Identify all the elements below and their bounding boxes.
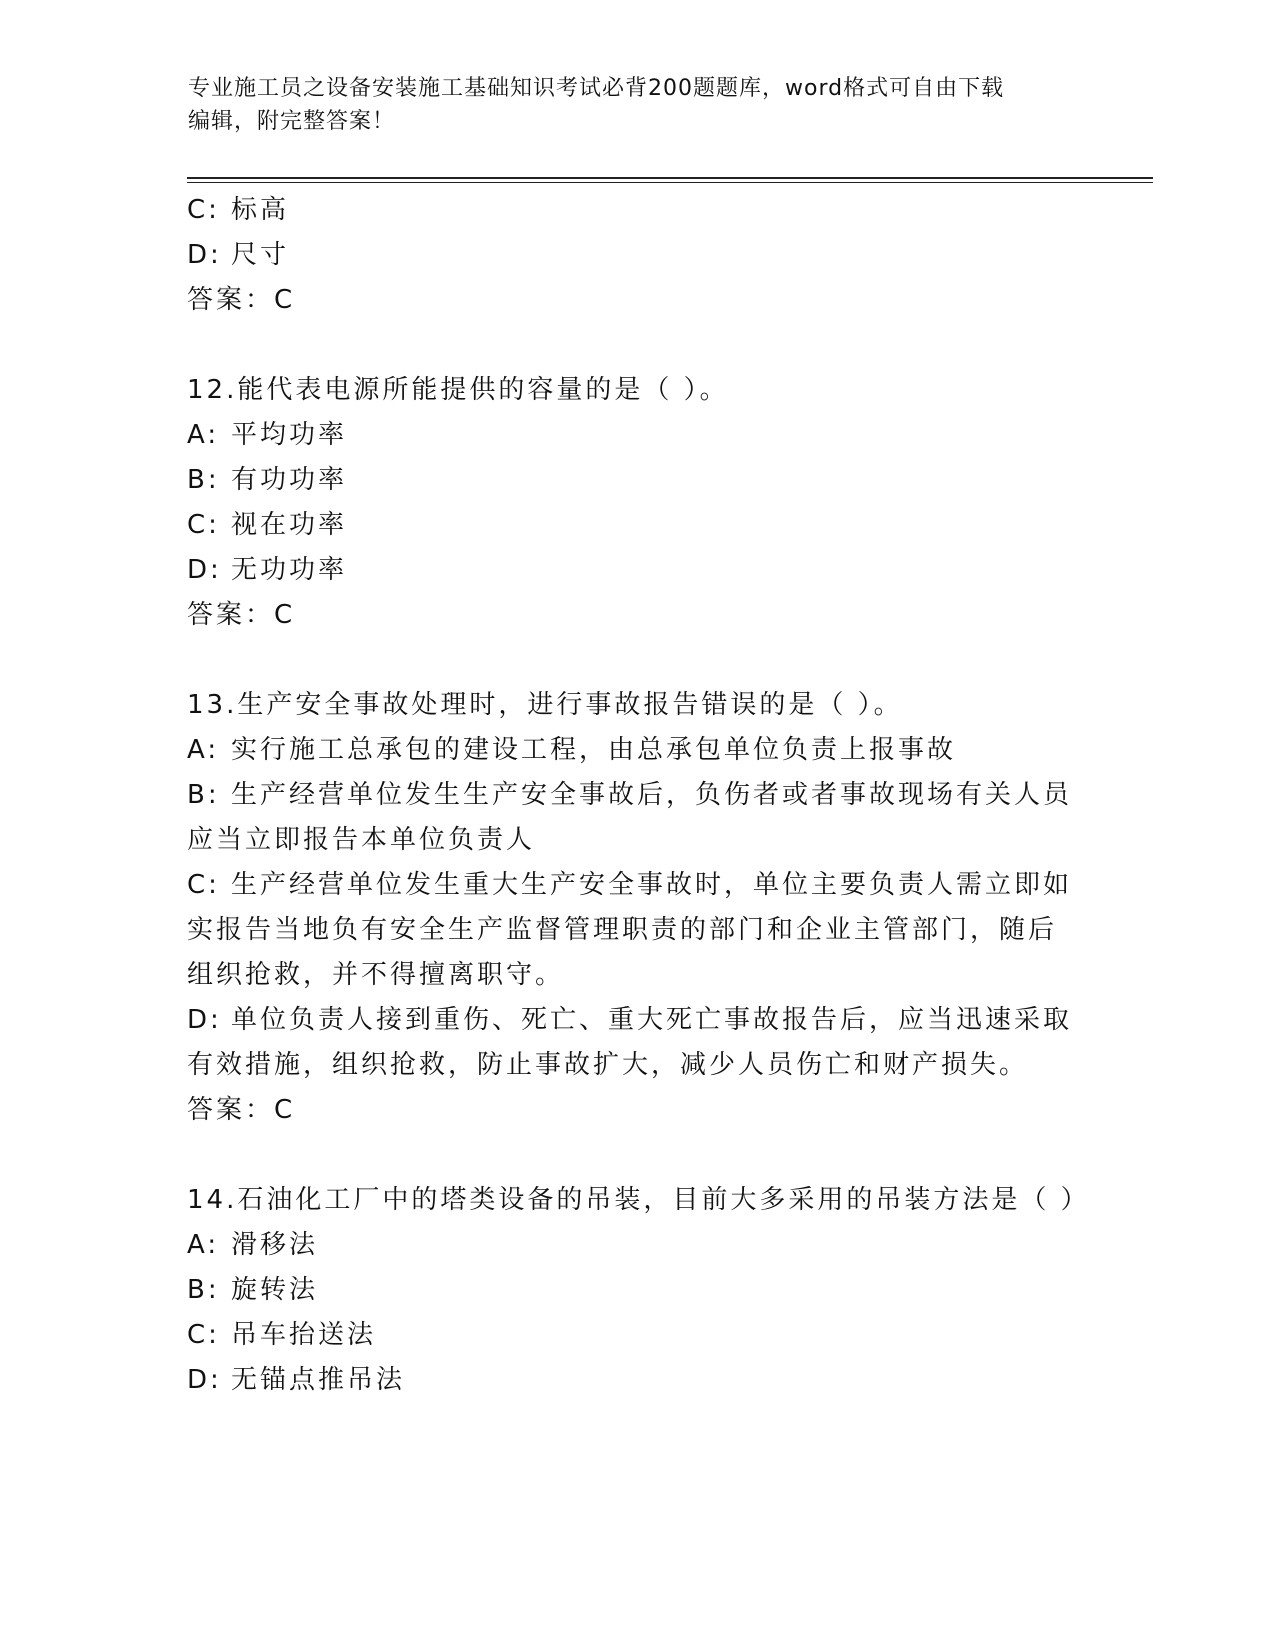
- option-a: A: 实行施工总承包的建设工程，由总承包单位负责上报事故: [187, 735, 957, 765]
- question-stem: 13.生产安全事故处理时，进行事故报告错误的是（ ）。: [187, 690, 903, 720]
- option-c: C: 视在功率: [187, 510, 348, 540]
- option-a: A: 滑移法: [187, 1230, 319, 1260]
- option-b: B: 生产经营单位发生生产安全事故后，负伤者或者事故现场有关人员应当立即报告本单位负责人: [187, 780, 1073, 855]
- option-b: B: 有功功率: [187, 465, 348, 495]
- option-c: C: 生产经营单位发生重大生产安全事故时，单位主要负责人需立即如实报告当地负有安全生产监督管理职责的部门和企业主管部门，随后组织抢救，并不得擅离职守。: [187, 870, 1073, 990]
- option-d: D: 尺寸: [187, 240, 290, 270]
- option-d: D: 无锚点推吊法: [187, 1365, 406, 1395]
- option-c: C: 标高: [187, 195, 290, 225]
- option-c: C: 吊车抬送法: [187, 1320, 377, 1350]
- header-divider: [187, 177, 1153, 183]
- option-d: D: 无功功率: [187, 555, 348, 585]
- option-d: D: 单位负责人接到重伤、死亡、重大死亡事故报告后，应当迅速采取有效措施，组织抢救，防止事故扩大，减少人员伤亡和财产损失。: [187, 1005, 1073, 1080]
- answer-line: 答案：C: [187, 600, 296, 630]
- option-a: A: 平均功率: [187, 420, 348, 450]
- answer-line: 答案：C: [187, 285, 296, 315]
- header-title-line-2: 编辑，附完整答案！: [188, 109, 396, 134]
- option-b: B: 旋转法: [187, 1275, 319, 1305]
- answer-line: 答案：C: [187, 1095, 296, 1125]
- question-list: [187, 188, 1090, 1403]
- question-stem: 14.石油化工厂中的塔类设备的吊装，目前大多采用的吊装方法是（ ）: [187, 1185, 1090, 1215]
- document-header: [188, 72, 1068, 138]
- header-title-line-1: 专业施工员之设备安装施工基础知识考试必背200题题库，word格式可自由下载: [188, 76, 1005, 101]
- question-stem: 12.能代表电源所能提供的容量的是（ ）。: [187, 375, 729, 405]
